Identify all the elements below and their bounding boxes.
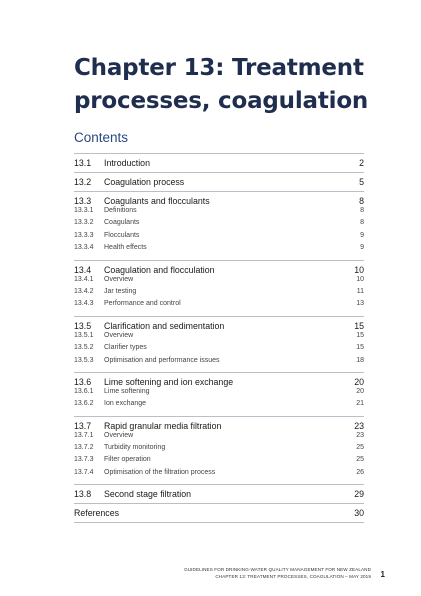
toc-subsection-number: 13.3.4 bbox=[74, 244, 94, 252]
toc-subsection-number: 13.7.3 bbox=[74, 456, 94, 464]
toc-subsection-page: 9 bbox=[360, 231, 364, 239]
toc-subsection-number: 13.6.2 bbox=[74, 400, 94, 408]
toc-divider bbox=[74, 191, 364, 192]
toc-section-title: Coagulation and flocculation bbox=[104, 264, 215, 275]
toc-subsection-number: 13.7.4 bbox=[74, 468, 94, 476]
toc-subsection-title: Overview bbox=[104, 275, 134, 283]
toc-subsection-number: 13.5.3 bbox=[74, 356, 94, 364]
toc-subsection-title: Performance and control bbox=[104, 300, 181, 308]
toc-subsection-title: Clarifier types bbox=[104, 344, 147, 352]
toc-section-number: 13.1 bbox=[74, 158, 92, 168]
toc-section-number: 13.8 bbox=[74, 489, 92, 500]
footer-line-2: CHAPTER 13: TREATMENT PROCESSES, COAGULATION – MAY 2019 bbox=[215, 574, 371, 579]
toc-subsection-row[interactable] bbox=[74, 288, 364, 300]
toc-section-number: 13.4 bbox=[74, 264, 92, 275]
chapter-title bbox=[74, 52, 394, 118]
toc-section-page: 20 bbox=[354, 376, 364, 387]
toc-subsection-number: 13.7.1 bbox=[74, 431, 94, 439]
toc-subsection-page: 25 bbox=[356, 444, 364, 452]
toc-subsection-number: 13.4.2 bbox=[74, 287, 94, 295]
toc-subsection-row[interactable] bbox=[74, 400, 364, 412]
toc-subsection-page: 15 bbox=[356, 344, 364, 352]
toc-section-number: 13.2 bbox=[74, 177, 92, 187]
contents-heading: Contents bbox=[74, 130, 129, 145]
toc-section-page: 10 bbox=[354, 264, 364, 275]
toc-subsection-page: 9 bbox=[360, 244, 364, 252]
toc-section-row[interactable] bbox=[74, 321, 364, 332]
toc-subsection-row[interactable] bbox=[74, 276, 364, 288]
toc-subsection-row[interactable] bbox=[74, 300, 364, 312]
toc-subsection-title: Definitions bbox=[104, 207, 137, 214]
toc-subsection-number: 13.5.1 bbox=[74, 331, 94, 339]
toc-divider bbox=[74, 316, 364, 317]
toc-subsection-page: 11 bbox=[356, 287, 364, 295]
toc-section-number: 13.6 bbox=[74, 376, 92, 387]
toc-subsection-page: 8 bbox=[360, 219, 364, 227]
page-number: 1 bbox=[380, 570, 385, 579]
toc-subsection-title: Turbidity monitoring bbox=[104, 444, 166, 452]
toc-section-title: Second stage filtration bbox=[104, 489, 192, 500]
toc-subsection-row[interactable] bbox=[74, 469, 364, 481]
toc-subsection-number: 13.6.1 bbox=[74, 387, 94, 395]
toc-subsection-row[interactable] bbox=[74, 388, 364, 400]
toc-divider bbox=[74, 153, 364, 154]
toc-subsection-title: Overview bbox=[104, 431, 134, 439]
toc-subsection-page: 15 bbox=[356, 331, 364, 339]
toc-section-number: 13.3 bbox=[74, 196, 92, 206]
toc-subsection-title: Health effects bbox=[104, 244, 147, 252]
toc-divider bbox=[74, 416, 364, 417]
toc-section-title: Coagulants and flocculants bbox=[104, 196, 210, 206]
toc-section-row[interactable] bbox=[74, 177, 364, 188]
toc-subsection-number: 13.3.2 bbox=[74, 219, 94, 227]
toc-subsection-number: 13.4.1 bbox=[74, 275, 94, 283]
toc-section-page: 5 bbox=[359, 177, 364, 187]
toc-section-title: Lime softening and ion exchange bbox=[104, 376, 234, 387]
toc-section-page: 23 bbox=[354, 420, 364, 431]
toc-subsection-number: 13.7.2 bbox=[74, 444, 94, 452]
toc-subsection-title: Ion exchange bbox=[104, 400, 147, 408]
page-footer bbox=[184, 566, 371, 580]
toc-section-page: 2 bbox=[359, 158, 364, 168]
toc-subsection-title: Overview bbox=[104, 331, 134, 339]
toc-subsection-page: 26 bbox=[356, 468, 364, 476]
chapter-title-line-1: Chapter 13: Treatment bbox=[74, 55, 364, 81]
chapter-title-line-2: processes, coagulation bbox=[74, 88, 369, 114]
toc-subsection-title: Jar testing bbox=[104, 287, 137, 295]
toc-subsection-page: 8 bbox=[360, 207, 364, 214]
toc-divider bbox=[74, 484, 364, 485]
toc-references-page: 30 bbox=[354, 508, 364, 519]
footer-line-1: GUIDELINES FOR DRINKING-WATER QUALITY MANAGEMENT FOR NEW ZEALAND bbox=[184, 567, 371, 572]
toc-subsection-row[interactable] bbox=[74, 207, 364, 219]
toc-section-page: 15 bbox=[354, 320, 364, 331]
toc-section-row[interactable] bbox=[74, 489, 364, 500]
toc-divider bbox=[74, 260, 364, 261]
toc-section-row[interactable] bbox=[74, 158, 364, 169]
toc-subsection-row[interactable] bbox=[74, 456, 364, 468]
toc-subsection-page: 23 bbox=[356, 431, 364, 439]
toc-subsection-title: Filter operation bbox=[104, 456, 151, 464]
toc-section-title: Clarification and sedimentation bbox=[104, 320, 225, 331]
toc-subsection-title: Optimisation and performance issues bbox=[104, 356, 220, 364]
toc-section-number: 13.5 bbox=[74, 320, 92, 331]
toc-divider bbox=[74, 372, 364, 373]
toc-section-page: 8 bbox=[359, 196, 364, 206]
toc-subsection-page: 25 bbox=[356, 456, 364, 464]
toc-subsection-row[interactable] bbox=[74, 232, 364, 244]
toc-subsection-title: Coagulants bbox=[104, 219, 140, 227]
toc-section-row[interactable] bbox=[74, 421, 364, 432]
toc-subsection-row[interactable] bbox=[74, 344, 364, 356]
toc-subsection-row[interactable] bbox=[74, 357, 364, 369]
toc-divider bbox=[74, 503, 364, 504]
toc-divider bbox=[74, 172, 364, 173]
table-of-contents bbox=[74, 150, 364, 527]
toc-section-row[interactable] bbox=[74, 377, 364, 388]
toc-subsection-title: Flocculants bbox=[104, 231, 140, 239]
toc-section-page: 29 bbox=[354, 489, 364, 500]
toc-references-row[interactable] bbox=[74, 508, 364, 519]
toc-subsection-number: 13.3.1 bbox=[74, 207, 94, 214]
toc-subsection-page: 10 bbox=[356, 275, 364, 283]
toc-subsection-number: 13.5.2 bbox=[74, 344, 94, 352]
toc-subsection-row[interactable] bbox=[74, 244, 364, 256]
toc-subsection-row[interactable] bbox=[74, 219, 364, 231]
toc-subsection-row[interactable] bbox=[74, 332, 364, 344]
toc-subsection-title: Lime softening bbox=[104, 387, 150, 395]
toc-subsection-page: 20 bbox=[356, 387, 364, 395]
toc-section-row[interactable] bbox=[74, 265, 364, 276]
toc-subsection-number: 13.3.3 bbox=[74, 231, 94, 239]
toc-references-label: References bbox=[74, 508, 119, 519]
toc-subsection-row[interactable] bbox=[74, 444, 364, 456]
toc-subsection-number: 13.4.3 bbox=[74, 300, 94, 308]
toc-section-title: Rapid granular media filtration bbox=[104, 420, 222, 431]
toc-subsection-page: 18 bbox=[356, 356, 364, 364]
toc-divider bbox=[74, 522, 364, 523]
toc-section-row[interactable] bbox=[74, 196, 364, 207]
toc-section-number: 13.7 bbox=[74, 420, 92, 431]
toc-subsection-page: 21 bbox=[356, 400, 364, 408]
toc-section-title: Introduction bbox=[104, 158, 150, 168]
toc-section-title: Coagulation process bbox=[104, 177, 185, 187]
toc-subsection-page: 13 bbox=[356, 300, 364, 308]
toc-subsection-title: Optimisation of the filtration process bbox=[104, 468, 216, 476]
toc-subsection-row[interactable] bbox=[74, 432, 364, 444]
